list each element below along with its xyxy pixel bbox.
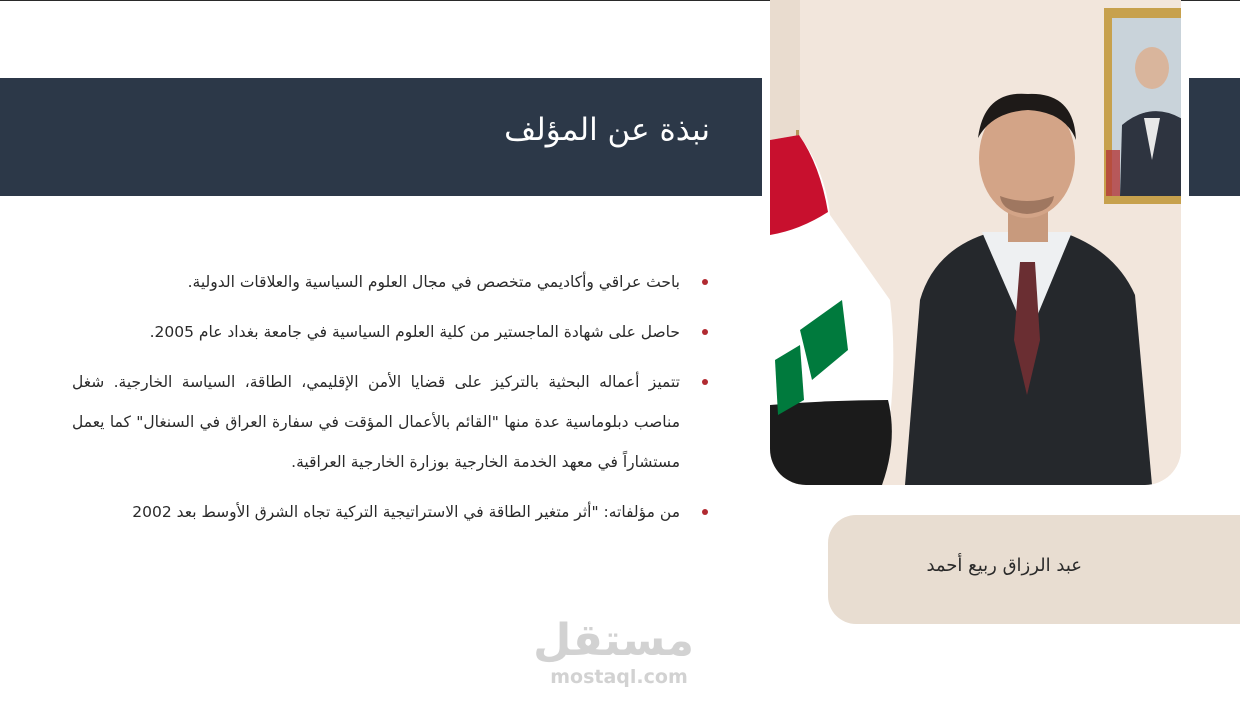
- bio-item: [72, 312, 712, 352]
- bullet-dot-icon: [702, 279, 708, 285]
- bio-item-text: حاصل على شهادة الماجستير من كلية العلوم السياسية في جامعة بغداد عام 2005.: [149, 323, 680, 341]
- bullet-dot-icon: [702, 509, 708, 515]
- bio-item: [72, 492, 712, 532]
- bio-item: [72, 262, 712, 302]
- title-banner-extension: [1189, 78, 1240, 196]
- bio-item: [72, 362, 712, 482]
- title-banner: [0, 78, 762, 196]
- author-name-card: [828, 515, 1240, 624]
- bio-item-text: من مؤلفاته: "أثر متغير الطاقة في الاستراتيجية التركية تجاه الشرق الأوسط بعد 2002: [132, 503, 680, 521]
- mostaql-watermark: [533, 615, 694, 688]
- bio-item-text: باحث عراقي وأكاديمي متخصص في مجال العلوم السياسية والعلاقات الدولية.: [187, 273, 680, 291]
- author-name: عبد الرزاق ربيع أحمد: [926, 555, 1082, 576]
- framed-portrait: [1104, 8, 1181, 204]
- watermark-arabic: مستقل: [533, 615, 694, 666]
- bio-item-text: تتميز أعماله البحثية بالتركيز على قضايا الأمن الإقليمي، الطاقة، السياسة الخارجية. شغل مناصب دبلوماسية عدة منها "القائم بالأعمال المؤقت في سفارة العراق في السنغال" كما يعمل مستشاراً في معهد الخدمة الخارجية بوزارة الخارجية العراقية.: [72, 373, 680, 471]
- bio-list: [72, 262, 712, 542]
- watermark-latin: mostaql.com: [550, 666, 688, 688]
- bullet-dot-icon: [702, 379, 708, 385]
- page-title: نبذة عن المؤلف: [504, 112, 710, 148]
- author-photo: [770, 0, 1181, 485]
- bullet-dot-icon: [702, 329, 708, 335]
